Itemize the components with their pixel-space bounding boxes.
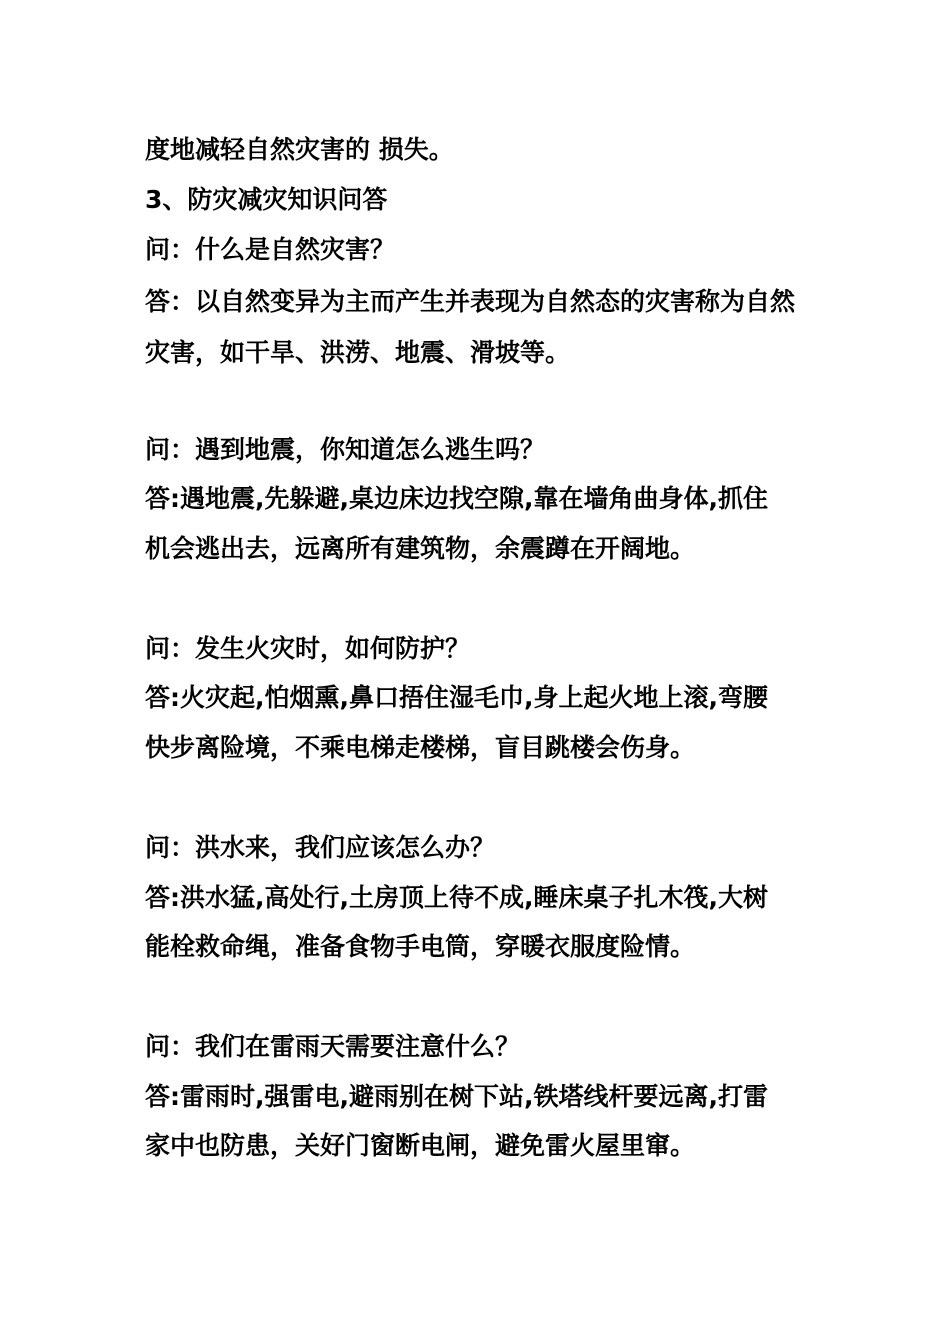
answer-2-line-2: 机会逃出去，远离所有建筑物，余震蹲在开阔地。: [145, 534, 696, 563]
question-1: 问：什么是自然灾害？: [145, 235, 396, 264]
answer-4-line-1: 答:洪水猛,高处行,土房顶上待不成,睡床桌子扎木筏,大树: [145, 883, 768, 912]
question-2: 问：遇到地震，你知道怎么逃生吗？: [145, 435, 546, 464]
question-3: 问：发生火灾时，如何防护？: [145, 634, 471, 663]
answer-5-line-2: 家中也防患，关好门窗断电闸，避免雷火屋里窜。: [145, 1131, 696, 1160]
question-5: 问：我们在雷雨天需要注意什么？: [145, 1032, 521, 1061]
question-4: 问：洪水来，我们应该怎么办？: [145, 833, 496, 862]
answer-3-line-2: 快步离险境，不乘电梯走楼梯，盲目跳楼会伤身。: [145, 733, 696, 762]
answer-2-line-1: 答:遇地震,先躲避,桌边床边找空隙,靠在墙角曲身体,抓住: [145, 484, 768, 513]
answer-1-line-1: 答：以自然变异为主而产生并表现为自然态的灾害称为自然: [145, 287, 796, 316]
intro-text: 度地减轻自然灾害的 损失。: [145, 135, 454, 164]
answer-5-line-1: 答:雷雨时,强雷电,避雨别在树下站,铁塔线杆要远离,打雷: [145, 1082, 768, 1111]
section-heading: 3、防灾减灾知识问答: [145, 185, 388, 214]
answer-3-line-1: 答:火灾起,怕烟熏,鼻口捂住湿毛巾,身上起火地上滚,弯腰: [145, 683, 768, 712]
answer-1-line-2: 灾害，如干旱、洪涝、地震、滑坡等。: [145, 338, 571, 367]
answer-4-line-2: 能栓救命绳，准备食物手电筒，穿暖衣服度险情。: [145, 932, 696, 961]
